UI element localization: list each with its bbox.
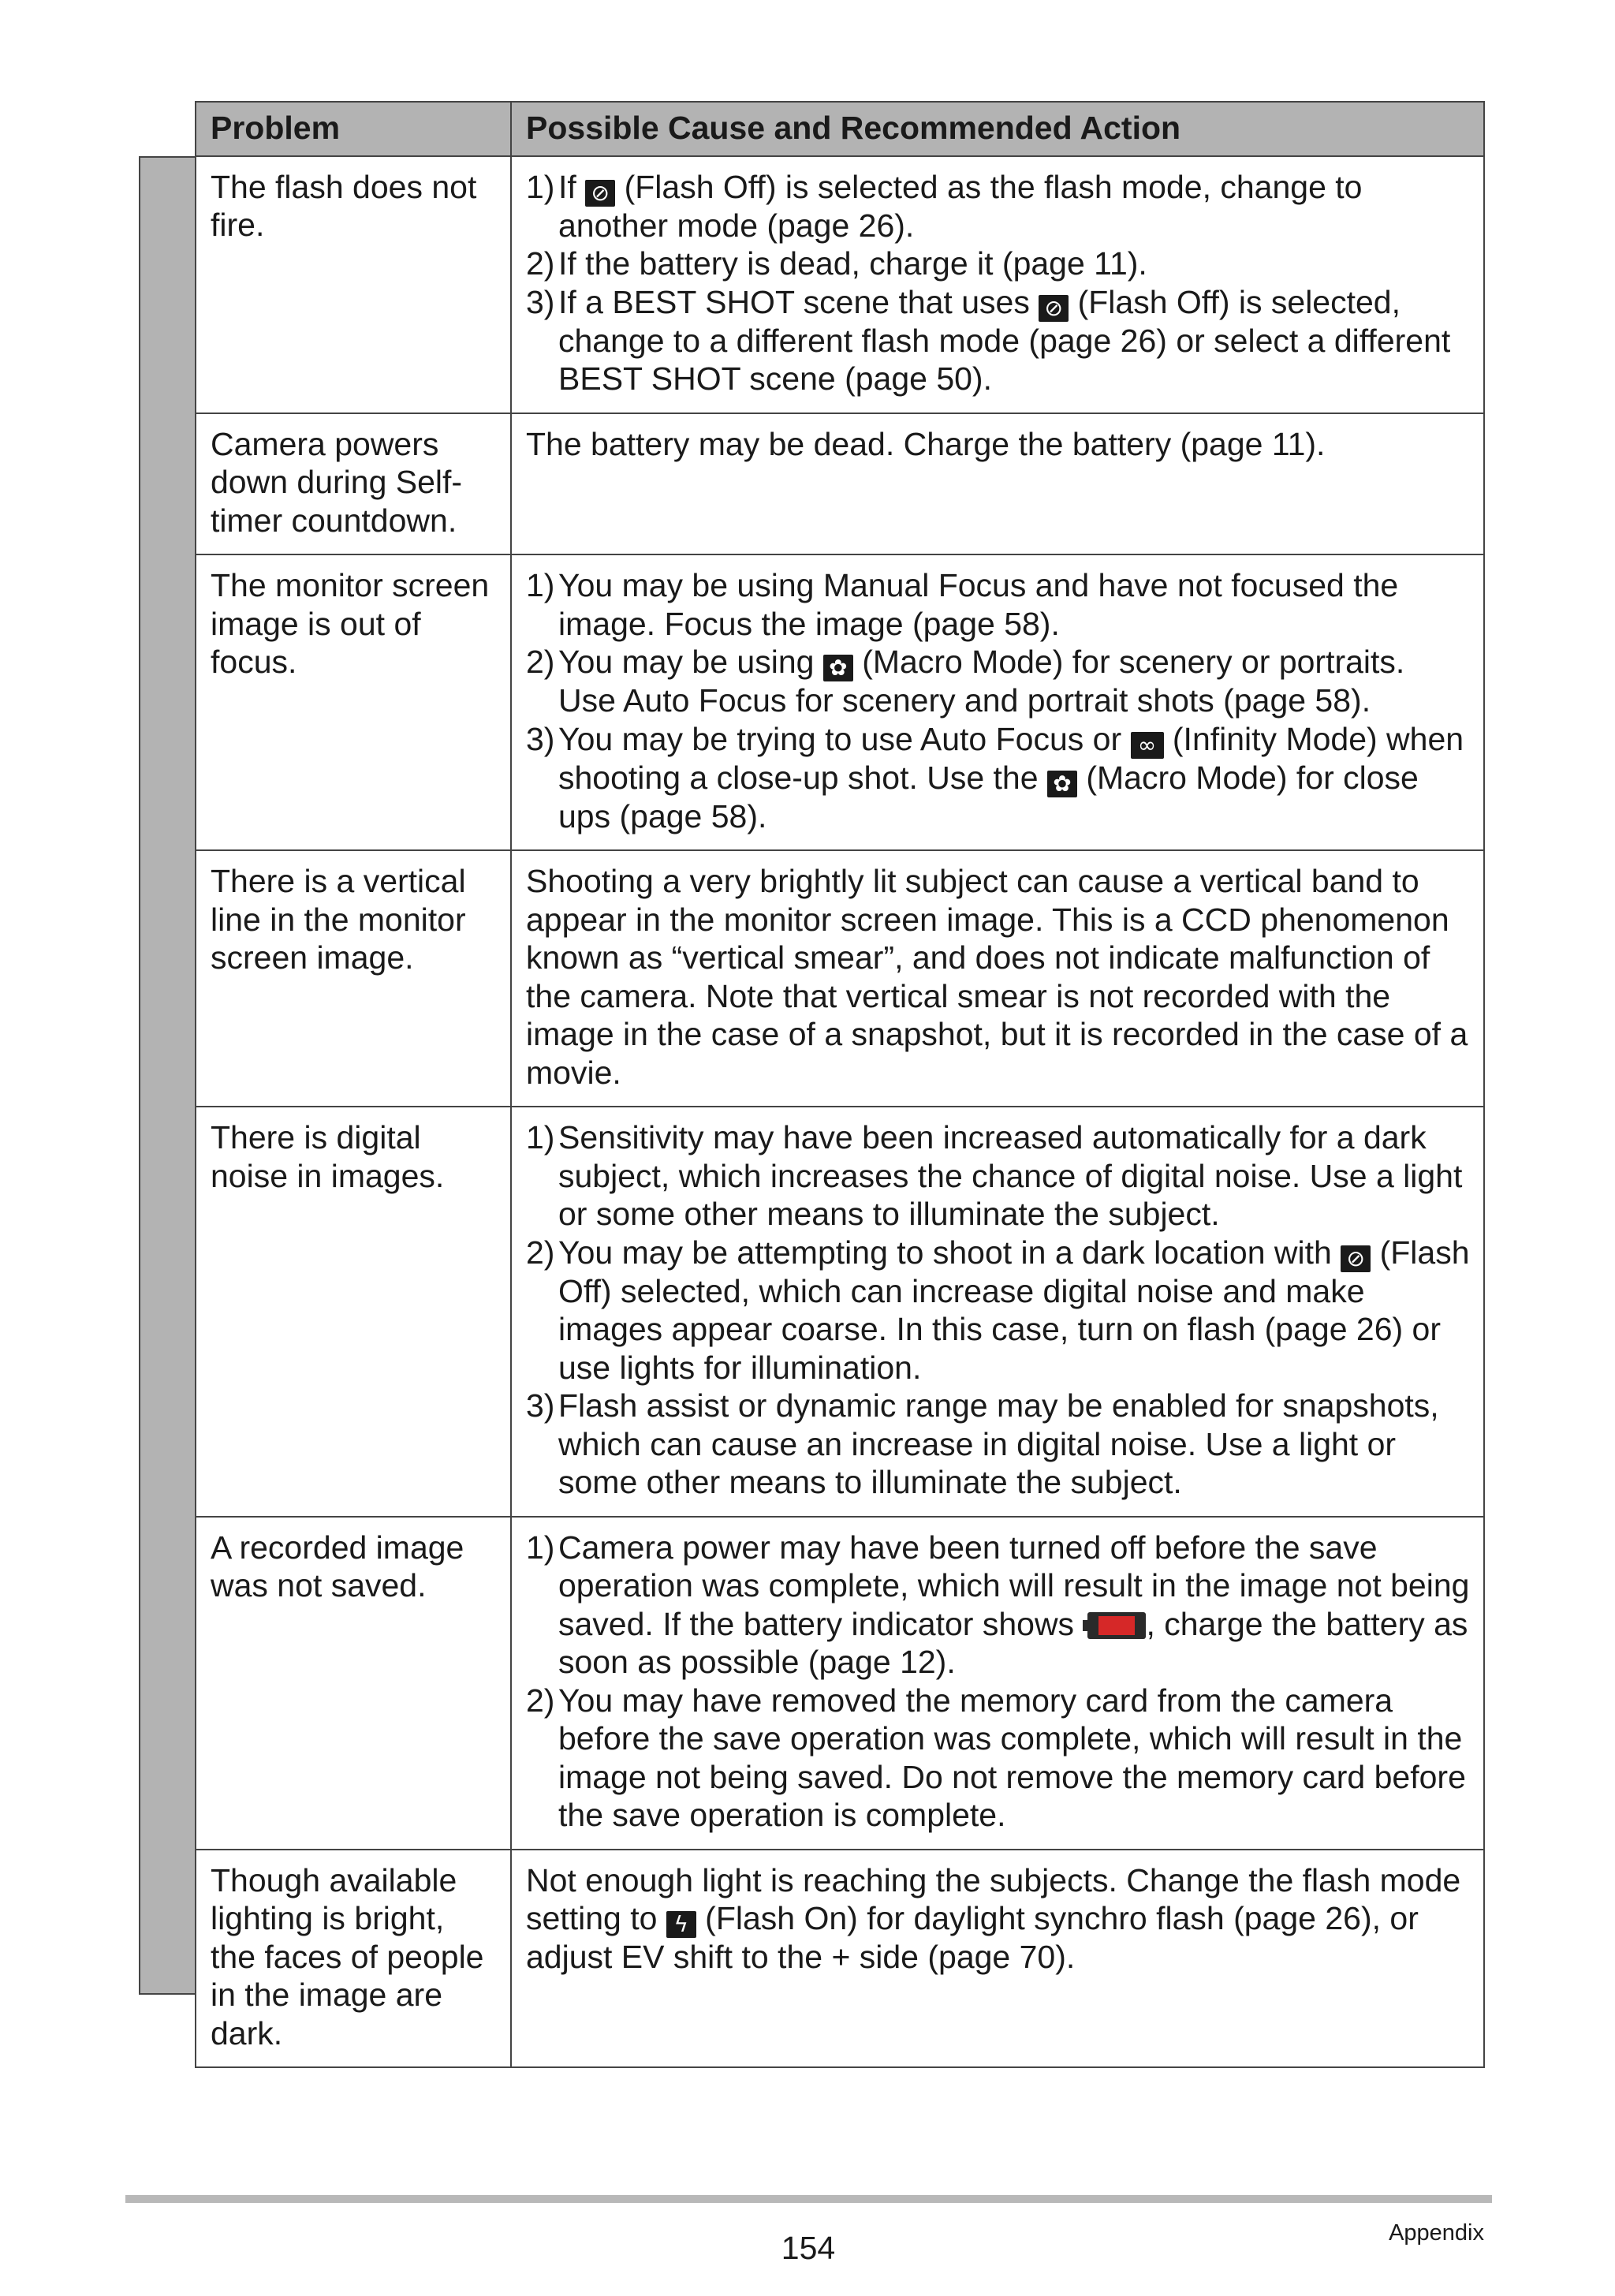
problem-cell: A recorded image was not saved. [196, 1517, 511, 1850]
item-number: 1) [526, 567, 555, 603]
item-number: 1) [526, 1119, 555, 1155]
item-number: 3) [526, 720, 555, 757]
item-number: 1) [526, 168, 555, 205]
action-cell: Not enough light is reaching the subjects. Change the flash mode setting to ϟ (Flash On) for daylight synchro flash (page 26), or adjust EV shift to the + side (page 70). [511, 1850, 1484, 2068]
list-item [526, 168, 1471, 245]
section-label: Appendix [1389, 2220, 1484, 2246]
table-header-row [196, 102, 1484, 156]
list-item [526, 283, 1471, 398]
action-cell [511, 554, 1484, 850]
item-number: 2) [526, 644, 555, 680]
item-text: If ⊘ (Flash Off) is selected as the flash mode, change to another mode (page 26). [558, 168, 1363, 244]
item-text: You may be trying to use Auto Focus or ∞ (Infinity Mode) when shooting a close-up shot. Use the ✿ (Macro Mode) for close ups (page 58). [558, 720, 1464, 834]
item-text: You may have removed the memory card from the camera before the save operation was complete, which will result in the image not being saved. Do not remove the memory card before the save operation is complete. [558, 1682, 1466, 1833]
table-row [196, 554, 1484, 850]
action-cell [511, 1517, 1484, 1850]
problem-cell: Though available lighting is bright, the faces of people in the image are dark. [196, 1850, 511, 2068]
item-number: 2) [526, 1234, 555, 1271]
list-item [526, 566, 1471, 643]
list-item [526, 1682, 1471, 1835]
table-row [196, 1850, 1484, 2068]
problem-cell: There is digital noise in images. [196, 1107, 511, 1517]
table-row [196, 850, 1484, 1107]
footer-divider [125, 2195, 1492, 2203]
header-cause-action: Possible Cause and Recommended Action [511, 102, 1484, 156]
table-row [196, 413, 1484, 555]
list-item [526, 1234, 1471, 1387]
problem-cell: Camera powers down during Self-timer countdown. [196, 413, 511, 555]
item-number: 3) [526, 283, 555, 320]
item-text: You may be using ✿ (Macro Mode) for scenery or portraits. Use Auto Focus for scenery and portrait shots (page 58). [558, 644, 1405, 719]
action-cell: The battery may be dead. Charge the battery (page 11). [511, 413, 1484, 555]
item-number: 1) [526, 1529, 555, 1566]
list-item [526, 1387, 1471, 1502]
action-cell: Shooting a very brightly lit subject can cause a vertical band to appear in the monitor screen image. This is a CCD phenomenon known as “vertical smear”, and does not indicate malfunction of the camera. Note that vertical smear is not recorded with the image in the case of a snapshot, but it is recorded in the case of a movie. [511, 850, 1484, 1107]
problem-cell: The flash does not fire. [196, 156, 511, 413]
list-item [526, 1529, 1471, 1682]
flash-on-icon: ϟ [666, 1911, 696, 1938]
item-text: Camera power may have been turned off before the save operation was complete, which will result in the image not being saved. If the battery indicator shows , charge the battery as soon as possible (page 12). [558, 1529, 1470, 1680]
list-item [526, 720, 1471, 836]
battery-low-icon [1087, 1612, 1146, 1639]
table-row [196, 156, 1484, 413]
page-number: 154 [781, 2230, 836, 2266]
flash-off-icon: ⊘ [1341, 1245, 1371, 1272]
flash-off-icon: ⊘ [1039, 295, 1069, 322]
item-text: Flash assist or dynamic range may be enabled for snapshots, which can cause an increase in digital noise. Use a light or some other means to illuminate the subject. [558, 1387, 1439, 1500]
item-text: Sensitivity may have been increased automatically for a dark subject, which increases the chance of digital noise. Use a light or some other means to illuminate the subject. [558, 1119, 1463, 1232]
action-cell [511, 156, 1484, 413]
item-text: You may be using Manual Focus and have not focused the image. Focus the image (page 58). [558, 567, 1399, 642]
item-number: 2) [526, 1682, 555, 1719]
table-row [196, 1517, 1484, 1850]
list-item [526, 643, 1471, 720]
side-tab-bar [139, 156, 195, 1995]
table-row [196, 1107, 1484, 1517]
item-number: 2) [526, 245, 555, 282]
problem-cell: There is a vertical line in the monitor screen image. [196, 850, 511, 1107]
list-item [526, 1118, 1471, 1234]
item-text: If a BEST SHOT scene that uses ⊘ (Flash Off) is selected, change to a different flash mode (page 26) or select a different BEST SHOT scene (page 50). [558, 283, 1451, 397]
troubleshooting-table [195, 101, 1485, 2068]
header-problem: Problem [196, 102, 511, 156]
list-item [526, 245, 1471, 283]
item-text: If the battery is dead, charge it (page 11). [558, 245, 1147, 282]
macro-mode-icon: ✿ [823, 655, 853, 681]
infinity-mode-icon: ∞ [1131, 732, 1164, 759]
problem-cell: The monitor screen image is out of focus. [196, 554, 511, 850]
item-number: 3) [526, 1387, 555, 1424]
flash-off-icon: ⊘ [585, 180, 615, 207]
macro-mode-icon: ✿ [1047, 771, 1077, 797]
action-cell [511, 1107, 1484, 1517]
item-text: You may be attempting to shoot in a dark location with ⊘ (Flash Off) selected, which can increase digital noise and make images appear coarse. In this case, turn on flash (page 26) or use lights for illumination. [558, 1234, 1470, 1386]
